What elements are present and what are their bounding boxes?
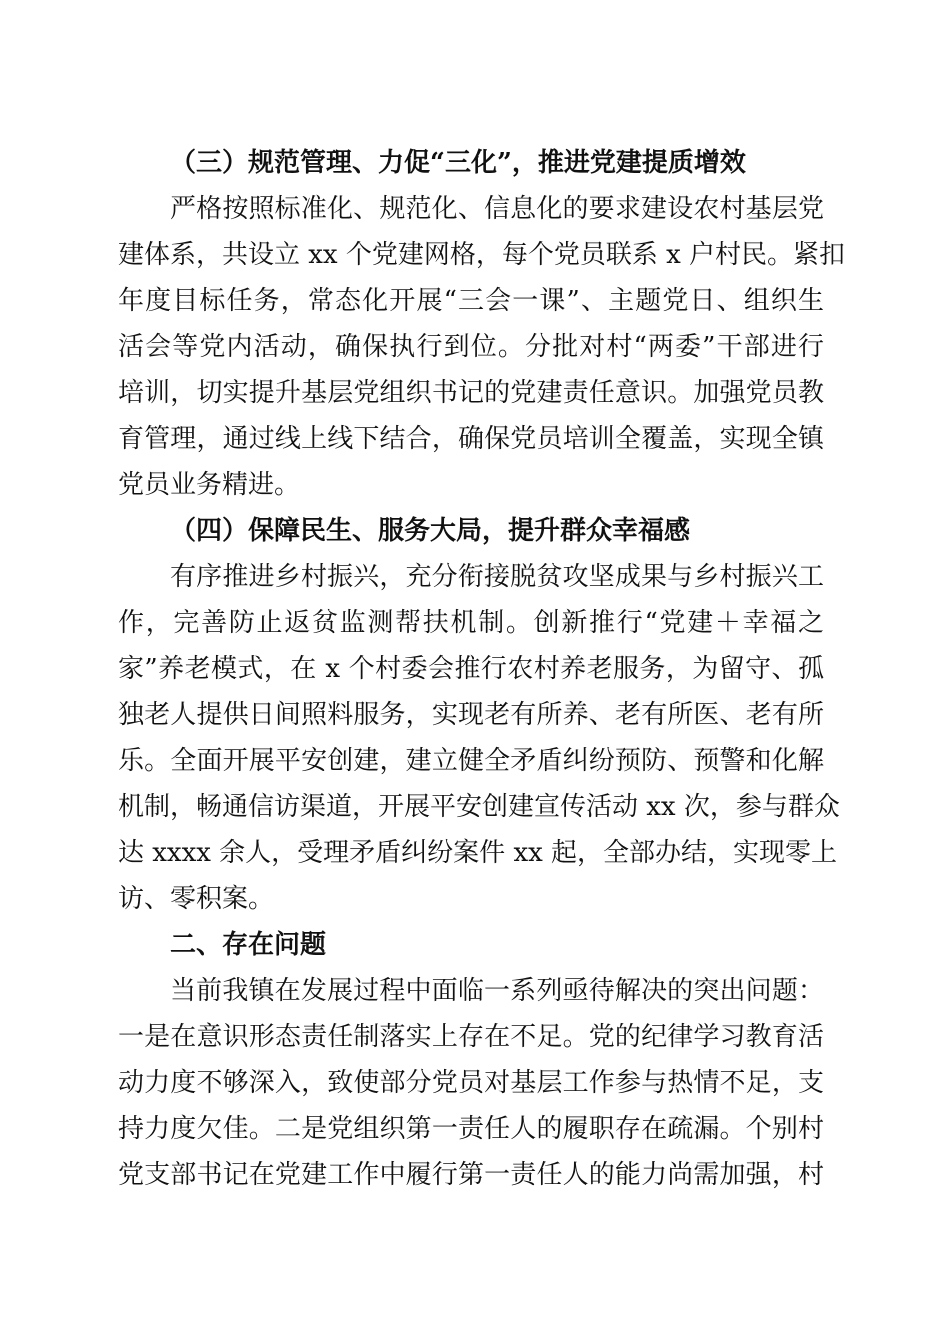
part-2-line-5: 党支部书记在党建工作中履行第一责任人的能力尚需加强，村 <box>118 1160 824 1190</box>
section-4-line-6: 机制，畅通信访渠道，开展平安创建宣传活动 xx 次，参与群众 <box>118 792 840 822</box>
section-3-line-7: 党员业务精进。 <box>118 470 301 500</box>
section-4-line-1: 有序推进乡村振兴，充分衔接脱贫攻坚成果与乡村振兴工 <box>170 562 824 592</box>
part-2-line-4: 持力度欠佳。二是党组织第一责任人的履职存在疏漏。个别村 <box>118 1114 824 1144</box>
section-3-line-1: 严格按照标准化、规范化、信息化的要求建设农村基层党 <box>170 194 824 224</box>
section-3-heading: （三）规范管理、力促“三化”，推进党建提质增效 <box>170 148 746 178</box>
part-2-line-1: 当前我镇在发展过程中面临一系列亟待解决的突出问题： <box>170 976 824 1006</box>
section-3-line-6: 育管理，通过线上线下结合，确保党员培训全覆盖，实现全镇 <box>118 424 824 454</box>
section-4-heading: （四）保障民生、服务大局，提升群众幸福感 <box>170 516 691 546</box>
section-4-line-7: 达 xxxx 余人，受理矛盾纠纷案件 xx 起，全部办结，实现零上 <box>118 838 838 868</box>
section-4-line-2: 作，完善防止返贫监测帮扶机制。创新推行“党建＋幸福之 <box>118 608 824 638</box>
section-3-line-4: 活会等党内活动，确保执行到位。分批对村“两委”干部进行 <box>118 332 824 362</box>
section-3-line-2: 建体系，共设立 xx 个党建网格，每个党员联系 x 户村民。紧扣 <box>118 240 846 270</box>
part-2-line-2: 一是在意识形态责任制落实上存在不足。党的纪律学习教育活 <box>118 1022 824 1052</box>
section-4-line-3: 家”养老模式，在 x 个村委会推行农村养老服务，为留守、孤 <box>118 654 824 684</box>
part-2-heading: 二、存在问题 <box>170 930 327 960</box>
section-3-line-5: 培训，切实提升基层党组织书记的党建责任意识。加强党员教 <box>118 378 824 408</box>
section-4-line-5: 乐。全面开展平安创建，建立健全矛盾纠纷预防、预警和化解 <box>118 746 824 776</box>
section-3-line-3: 年度目标任务，常态化开展“三会一课”、主题党日、组织生 <box>118 286 824 316</box>
section-4-line-8: 访、零积案。 <box>118 884 275 914</box>
part-2-line-3: 动力度不够深入，致使部分党员对基层工作参与热情不足，支 <box>118 1068 824 1098</box>
section-4-line-4: 独老人提供日间照料服务，实现老有所养、老有所医、老有所 <box>118 700 824 730</box>
